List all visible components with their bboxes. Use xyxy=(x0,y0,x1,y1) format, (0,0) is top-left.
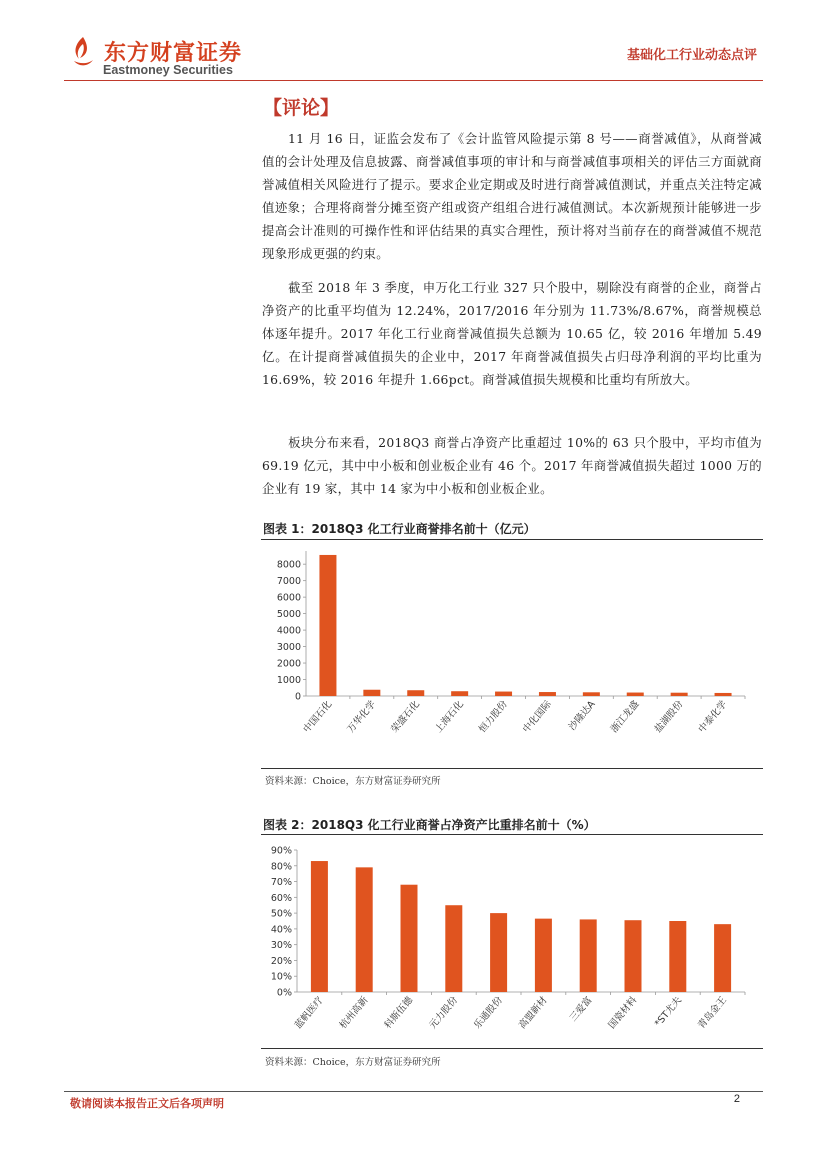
figure-1-source: 资料来源：Choice，东方财富证券研究所 xyxy=(265,776,441,787)
x-tick-label: 杭州高新 xyxy=(337,994,371,1032)
section-title: 【评论】 xyxy=(263,97,340,119)
figure-2-bottom-rule xyxy=(261,1048,763,1049)
y-tick-label: 8000 xyxy=(276,559,301,571)
y-tick-label: 0 xyxy=(294,691,301,703)
x-tick-label: 蓝帆医疗 xyxy=(292,994,326,1032)
x-tick-label: 国瓷材料 xyxy=(606,994,640,1032)
bar xyxy=(363,690,380,696)
bar xyxy=(715,693,732,696)
bar xyxy=(583,692,600,696)
y-tick-label: 0% xyxy=(276,987,292,999)
y-tick-label: 5000 xyxy=(276,609,301,621)
chart-goodwill-ratio-top10 xyxy=(261,836,763,1048)
y-tick-label: 90% xyxy=(270,845,292,857)
figure-2-top-rule xyxy=(261,834,763,835)
y-tick-label: 20% xyxy=(270,955,292,967)
y-tick-label: 60% xyxy=(270,892,292,904)
bar xyxy=(311,861,328,992)
x-tick-label: 乐通股份 xyxy=(472,994,505,1032)
bar xyxy=(356,867,373,992)
bar xyxy=(714,924,731,992)
y-tick-label: 2000 xyxy=(276,658,301,670)
figure-1-top-rule xyxy=(261,539,763,540)
figure-1-title: 图表 1：2018Q3 化工行业商誉排名前十（亿元） xyxy=(263,522,536,536)
y-tick-label: 7000 xyxy=(276,576,301,588)
bar xyxy=(539,692,556,696)
figure-2-title: 图表 2：2018Q3 化工行业商誉占净资产比重排名前十（%） xyxy=(263,818,596,832)
y-tick-label: 50% xyxy=(270,908,292,920)
paragraph-text: 11 月 16 日，证监会发布了《会计监管风险提示第 8 号——商誉减值》，从商誉减值的会计处理及信息披露、商誉减值事项的审计和与商誉减值事项相关的评估三方面就商誉减值相关风险进行了提示。要求企业定期或及时进行商誉减值测试，并重点关注特定减值迹象；合理将商誉分摊至资产组或资产组组合进行减值测试。本次新规预计能够进一步提高会计准则的可操作性和评估结果的真实合理性，预计将对当前存在的商誉减值不规范现象形成更强的约束。 xyxy=(262,131,762,261)
bar xyxy=(490,913,507,992)
bar xyxy=(319,555,336,696)
logo-icon xyxy=(70,36,96,68)
x-tick-label: 中国石化 xyxy=(301,698,335,736)
x-tick-label: 中泰化学 xyxy=(696,698,730,736)
x-tick-label: 荣盛石化 xyxy=(389,698,423,736)
x-tick-label: *ST尤夫 xyxy=(652,994,685,1030)
x-tick-label: 上海石化 xyxy=(433,698,466,736)
x-tick-label: 中化国际 xyxy=(520,698,554,736)
bar xyxy=(445,905,462,992)
figure-1-bottom-rule xyxy=(261,768,763,769)
x-tick-label: 浙江龙盛 xyxy=(608,698,642,736)
x-tick-label: 科斯伍德 xyxy=(382,994,416,1032)
bar xyxy=(625,920,642,992)
y-tick-label: 80% xyxy=(270,861,292,873)
x-tick-label: 万华化学 xyxy=(345,698,379,736)
bar xyxy=(580,919,597,992)
paragraph xyxy=(262,127,762,265)
footer-disclaimer: 敬请阅读本报告正文后各项声明 xyxy=(70,1097,224,1110)
paragraph xyxy=(262,431,762,500)
report-type: 基础化工行业动态点评 xyxy=(626,48,757,63)
footer-divider xyxy=(64,1091,763,1092)
x-tick-label: 恒力股份 xyxy=(476,698,510,736)
y-tick-label: 10% xyxy=(270,971,292,983)
y-tick-label: 30% xyxy=(270,940,292,952)
y-tick-label: 70% xyxy=(270,877,292,889)
paragraph-text: 板块分布来看，2018Q3 商誉占净资产比重超过 10%的 63 只个股中，平均市值为 69.19 亿元，其中中小板和创业板企业有 46 个。2017 年商誉减值损失超过 1000 万的企业有 19 家，其中 14 家为中小板和创业板企业。 xyxy=(262,435,762,496)
x-tick-label: 元力股份 xyxy=(427,994,461,1032)
paragraph xyxy=(262,276,762,391)
bar xyxy=(535,919,552,992)
x-tick-label: 沙隆达A xyxy=(566,698,598,733)
bar xyxy=(451,691,468,696)
logo-text: 东方财富证券 xyxy=(104,41,243,66)
page-number: 2 xyxy=(733,1093,740,1105)
x-tick-label: 高盟新材 xyxy=(516,994,550,1032)
bar xyxy=(669,921,686,992)
header-divider xyxy=(64,80,763,81)
paragraph-text: 截至 2018 年 3 季度，申万化工行业 327 只个股中，剔除没有商誉的企业，商誉占净资产的比重平均值为 12.24%，2017/2016 年分别为 11.73%/8.67%，商誉规模总体逐年提升。2017 年化工行业商誉减值损失总额为 10.65 亿，较 2016 年增加 5.49 亿。在计提商誉减值损失的企业中，2017 年商誉减值损失占归母净利润的平均比重为 16.69%，较 2016 年提升 1.66pct。商誉减值损失规模和比重均有所放大。 xyxy=(262,280,762,387)
y-tick-label: 1000 xyxy=(276,675,301,687)
y-tick-label: 4000 xyxy=(276,625,301,637)
x-tick-label: 三爱富 xyxy=(567,994,595,1024)
figure-2-source: 资料来源：Choice，东方财富证券研究所 xyxy=(265,1057,441,1068)
bar xyxy=(401,885,418,992)
y-tick-label: 3000 xyxy=(276,642,301,654)
bar xyxy=(495,692,512,696)
bar xyxy=(671,693,688,696)
x-tick-label: 盐湖股份 xyxy=(652,698,686,736)
y-tick-label: 40% xyxy=(270,924,292,936)
x-tick-label: 青岛金王 xyxy=(696,994,729,1032)
bar xyxy=(627,693,644,696)
chart-goodwill-top10 xyxy=(261,541,763,766)
y-tick-label: 6000 xyxy=(276,592,301,604)
bar xyxy=(407,690,424,696)
logo-subtitle: Eastmoney Securities xyxy=(103,63,233,77)
